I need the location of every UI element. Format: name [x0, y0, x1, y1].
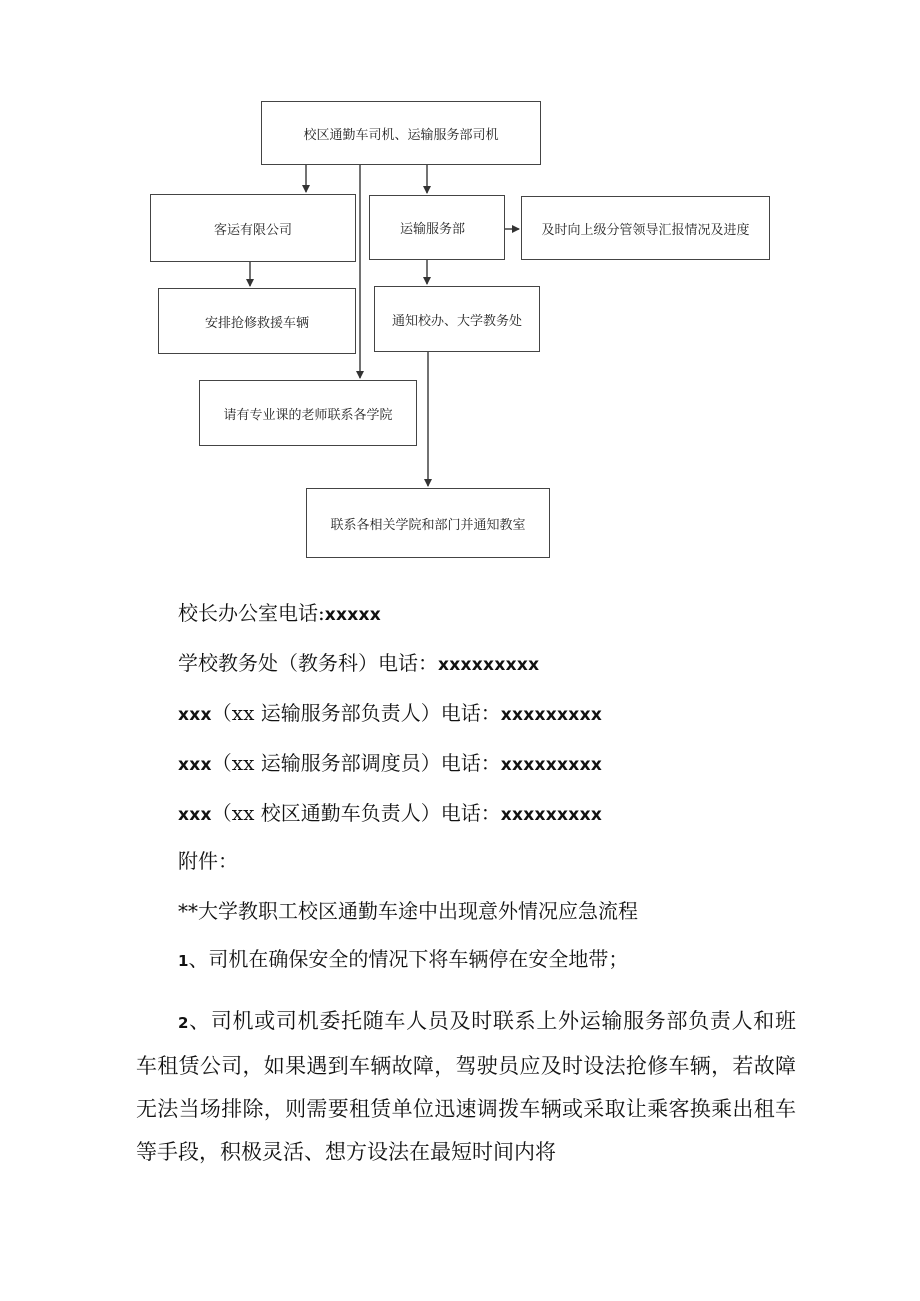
- step-text: 、司机或司机委托随车人员及时联系上外运输服务部负责人和班车租赁公司，如果遇到车辆故障，驾驶员应及时设法抢修车辆，若故障无法当场排除，则需要租赁单位迅速调拨车辆或采取让乘客换乘出租车等手段，积极灵活、想方设法在最短时间内将: [136, 1009, 796, 1164]
- contact-name: xxx: [178, 755, 212, 775]
- step-1: [178, 947, 628, 973]
- box-bus-company-label: 客运有限公司: [213, 222, 292, 238]
- step-text: 、司机在确保安全的情况下将车辆停在安全地带；: [188, 947, 629, 971]
- contact-transport-dispatcher: [178, 751, 602, 777]
- step-number: 1: [178, 952, 189, 970]
- contact-shuttle-head: [178, 801, 602, 827]
- box-notify-office: [374, 286, 540, 352]
- box-report-leader-label: 及时向上级分管领导汇报情况及进度: [541, 222, 750, 238]
- contact-label: 学校教务处（教务科）电话：: [178, 651, 438, 675]
- contact-phone: xxxxxxxxx: [500, 755, 603, 775]
- emergency-flowchart: [0, 0, 920, 580]
- box-notify-colleges-label: 联系各相关学院和部门并通知教室: [330, 517, 526, 533]
- step-number: 2: [178, 1014, 189, 1032]
- box-notify-colleges: [306, 488, 550, 558]
- box-teacher-contact: [199, 380, 417, 446]
- box-drivers-label: 校区通勤车司机、运输服务部司机: [303, 127, 499, 143]
- contact-phone: xxxxx: [324, 605, 382, 625]
- box-arrange-repair-label: 安排抢修救援车辆: [204, 315, 309, 331]
- contact-label: （xx 运输服务部调度员）电话：: [211, 751, 501, 775]
- box-teacher-contact-label: 请有专业课的老师联系各学院: [223, 407, 393, 423]
- box-transport-dept: [369, 195, 505, 260]
- contact-transport-head: [178, 701, 602, 727]
- box-notify-office-label: 通知校办、大学教务处: [391, 313, 522, 329]
- box-drivers: [261, 101, 541, 165]
- box-bus-company: [150, 194, 356, 262]
- contact-academic-affairs: [178, 651, 539, 677]
- contact-phone: xxxxxxxxx: [500, 705, 603, 725]
- box-arrange-repair: [158, 288, 356, 354]
- contact-label: （xx 校区通勤车负责人）电话：: [211, 801, 501, 825]
- contact-label: （xx 运输服务部负责人）电话：: [211, 701, 501, 725]
- step-2: [136, 1000, 796, 1174]
- contact-label: 校长办公室电话:: [178, 601, 325, 625]
- contact-name: xxx: [178, 705, 212, 725]
- procedure-title: **大学教职工校区通勤车途中出现意外情况应急流程: [178, 899, 638, 923]
- attachment-label: 附件：: [178, 849, 238, 873]
- box-report-leader: [521, 196, 770, 260]
- contact-phone: xxxxxxxxx: [438, 655, 540, 675]
- box-transport-dept-label: 运输服务部: [400, 222, 466, 237]
- contact-name: xxx: [178, 805, 212, 825]
- contact-principal-office: [178, 601, 381, 627]
- contact-phone: xxxxxxxxx: [500, 805, 603, 825]
